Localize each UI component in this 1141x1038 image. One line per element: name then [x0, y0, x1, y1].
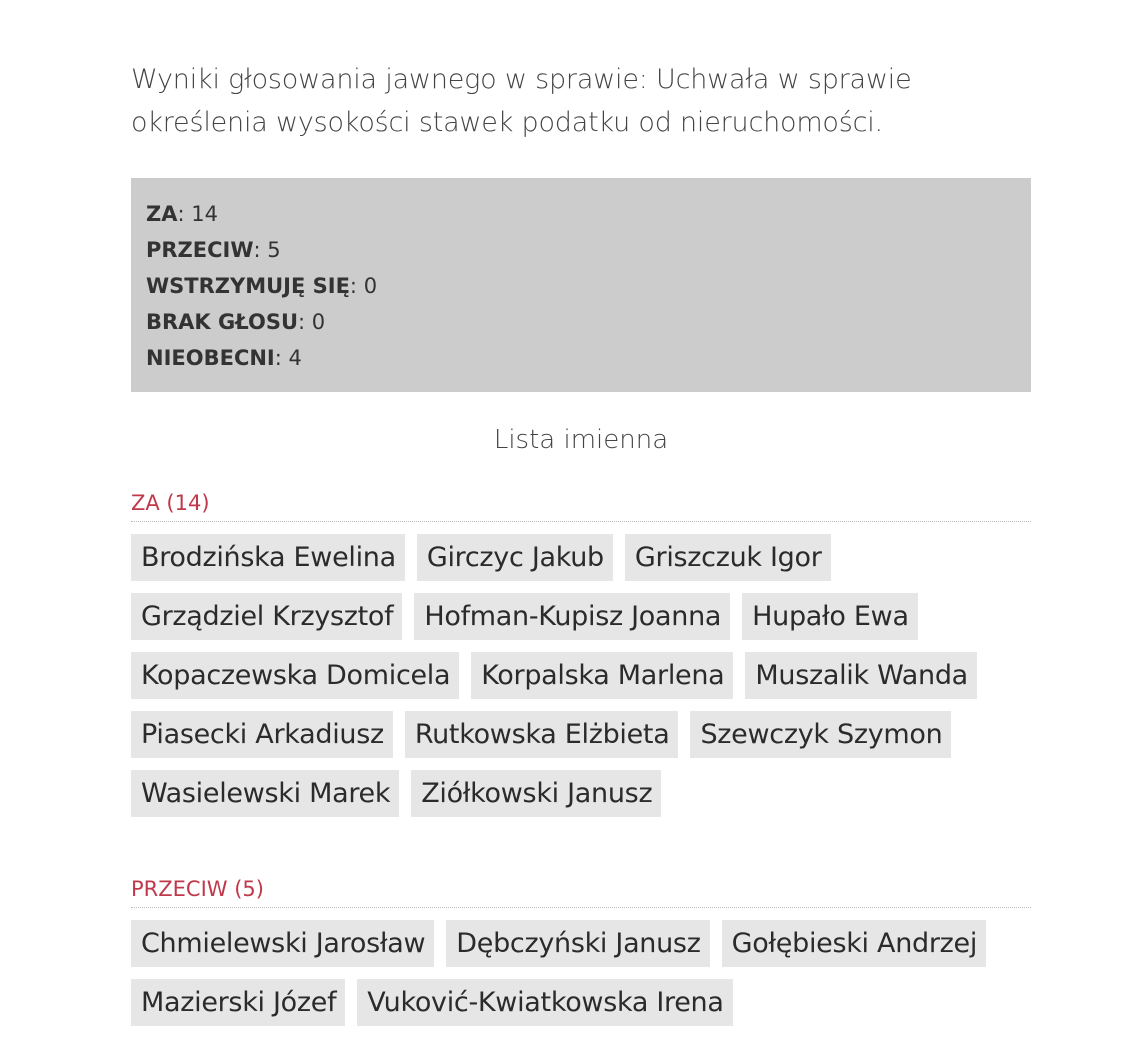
summary-label: WSTRZYMUJĘ SIĘ: [146, 274, 350, 298]
summary-value: 0: [311, 310, 326, 334]
voter-name-tag: Szewczyk Szymon: [690, 711, 951, 758]
list-heading: Lista imienna: [493, 425, 669, 455]
voter-name-tag: Brodzińska Ewelina: [131, 534, 405, 581]
voter-name-tag: Muszalik Wanda: [745, 652, 977, 699]
summary-row-for: ZA: 14: [146, 202, 218, 226]
voter-name-tag: Grządziel Krzysztof: [131, 593, 402, 640]
summary-label: ZA: [146, 202, 178, 226]
voter-name-tag: Griszczuk Igor: [625, 534, 831, 581]
voter-name-tag: Wasielewski Marek: [131, 770, 399, 817]
summary-value: 5: [267, 238, 281, 262]
voter-name-tag: Mazierski Józef: [131, 979, 345, 1026]
page-title: Wyniki głosowania jawnego w sprawie: Uchwała w sprawie określenia wysokości stawek podatku od nieruchomości.: [131, 64, 912, 138]
summary-row-absent: NIEOBECNI: 4: [146, 346, 302, 370]
vote-results-page: [131, 0, 1031, 1038]
voter-name-tag: Piasecki Arkadiusz: [131, 711, 393, 758]
summary-value: 14: [191, 202, 218, 226]
names-list-against: [131, 908, 1031, 1038]
voter-name-tag: Ziółkowski Janusz: [411, 770, 661, 817]
voter-name-tag: Vuković-Kwiatkowska Irena: [357, 979, 732, 1026]
voter-name-tag: Hupało Ewa: [742, 593, 918, 640]
voter-name-tag: Kopaczewska Domicela: [131, 652, 459, 699]
summary-label: PRZECIW: [146, 238, 254, 262]
voter-name-tag: Dębczyński Janusz: [446, 920, 709, 967]
group-title-for: ZA (14): [131, 488, 1031, 522]
voter-name-tag: Hofman-Kupisz Joanna: [414, 593, 730, 640]
voter-name-tag: Gołębieski Andrzej: [722, 920, 986, 967]
summary-value: 4: [288, 346, 302, 370]
group-title-against: PRZECIW (5): [131, 874, 1031, 908]
voter-name-tag: Korpalska Marlena: [471, 652, 733, 699]
summary-row-abstain: WSTRZYMUJĘ SIĘ: 0: [146, 274, 378, 298]
voter-name-tag: Rutkowska Elżbieta: [405, 711, 679, 758]
summary-row-no-vote: BRAK GŁOSU: 0: [146, 310, 326, 334]
summary-value: 0: [363, 274, 378, 298]
summary-row-against: PRZECIW: 5: [146, 238, 281, 262]
names-list-for: [131, 522, 1031, 829]
voter-name-tag: Girczyc Jakub: [417, 534, 613, 581]
summary-label: NIEOBECNI: [146, 346, 275, 370]
voter-name-tag: Chmielewski Jarosław: [131, 920, 434, 967]
vote-summary-box: [131, 178, 1031, 392]
summary-label: BRAK GŁOSU: [146, 310, 299, 334]
